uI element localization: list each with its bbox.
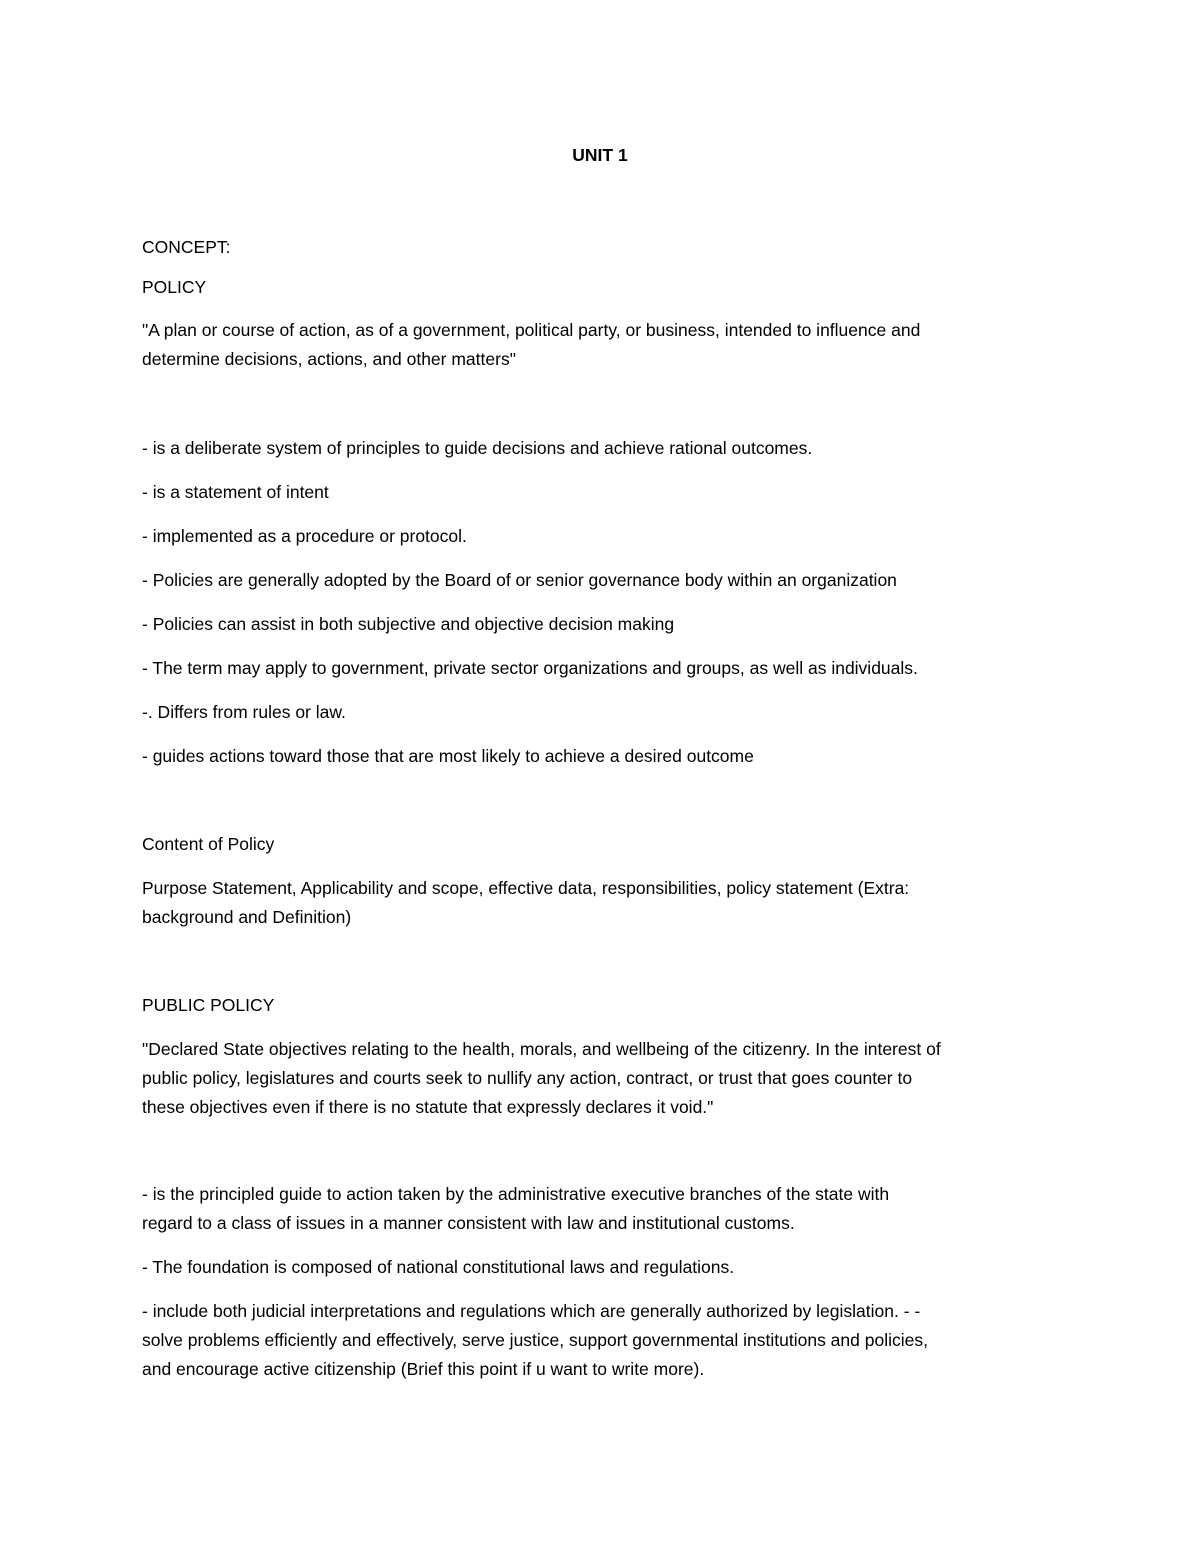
page-title: UNIT 1 bbox=[572, 145, 628, 165]
public-policy-point-line: - is the principled guide to action taken by the administrative executive branches of the state with bbox=[142, 1184, 890, 1204]
policy-point: - is a statement of intent bbox=[142, 482, 329, 502]
policy-point: - The term may apply to government, private sector organizations and groups, as well as individuals. bbox=[142, 658, 918, 678]
concept-heading: CONCEPT: bbox=[142, 237, 231, 257]
public-policy-point-line: solve problems efficiently and effectively, serve justice, support governmental institutions and policies, bbox=[142, 1330, 928, 1350]
policy-point: - is a deliberate system of principles to guide decisions and achieve rational outcomes. bbox=[142, 438, 813, 458]
content-of-policy-heading: Content of Policy bbox=[142, 834, 275, 854]
public-policy-point-line: regard to a class of issues in a manner consistent with law and institutional customs. bbox=[142, 1213, 795, 1233]
policy-definition-line: determine decisions, actions, and other matters" bbox=[142, 349, 516, 369]
public-policy-definition-line: public policy, legislatures and courts seek to nullify any action, contract, or trust that goes counter to bbox=[142, 1068, 913, 1088]
content-of-policy-line: background and Definition) bbox=[142, 907, 352, 927]
public-policy-point-line: - include both judicial interpretations and regulations which are generally authorized by legislation. - - bbox=[142, 1301, 921, 1321]
policy-definition-line: "A plan or course of action, as of a government, political party, or business, intended to influence and bbox=[142, 320, 921, 340]
public-policy-point: - The foundation is composed of national constitutional laws and regulations. bbox=[142, 1257, 735, 1277]
public-policy-point-line: and encourage active citizenship (Brief this point if u want to write more). bbox=[142, 1359, 705, 1379]
public-policy-definition-line: these objectives even if there is no statute that expressly declares it void." bbox=[142, 1097, 714, 1117]
public-policy-definition-line: "Declared State objectives relating to the health, morals, and wellbeing of the citizenry. In the interest of bbox=[142, 1039, 941, 1059]
content-of-policy-line: Purpose Statement, Applicability and scope, effective data, responsibilities, policy statement (Extra: bbox=[142, 878, 910, 898]
public-policy-heading: PUBLIC POLICY bbox=[142, 995, 275, 1015]
policy-heading: POLICY bbox=[142, 277, 207, 297]
policy-point: - Policies can assist in both subjective and objective decision making bbox=[142, 614, 675, 634]
policy-point: - guides actions toward those that are most likely to achieve a desired outcome bbox=[142, 746, 754, 766]
policy-point: - Policies are generally adopted by the Board of or senior governance body within an organization bbox=[142, 570, 897, 590]
policy-point: -. Differs from rules or law. bbox=[142, 702, 346, 722]
policy-point: - implemented as a procedure or protocol. bbox=[142, 526, 467, 546]
